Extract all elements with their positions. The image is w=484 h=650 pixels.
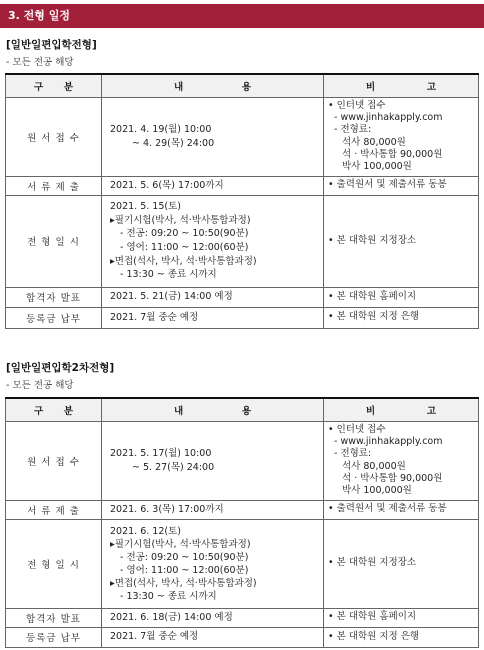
- row-content: 2021. 7월 중순 예정: [102, 627, 324, 647]
- row-content: 2021. 5. 15(토) ▸필기시험(박사, 석·박사통합과정) - 전공: 09:20 ~ 10:50(90분) - 영어: 11:00 ~ 12:00(60분) ▸면접(석사, 박사, 석·박사통합과정) - 13:30 ~ 종료 시까지: [102, 195, 324, 287]
- section-title: [일반일편입학2차전형]: [6, 362, 115, 374]
- row-label: 원 서 접 수: [6, 421, 102, 500]
- section-title: [일반일편입학전형]: [6, 39, 97, 51]
- row-content: 2021. 5. 17(월) 10:00 ~ 5. 27(목) 24:00: [102, 421, 324, 500]
- header-note: 비 고: [324, 398, 479, 421]
- table-row: [6, 195, 479, 287]
- row-note: • 본 대학원 홈페이지: [324, 608, 479, 627]
- row-content: 2021. 7월 중순 예정: [102, 307, 324, 328]
- row-content: 2021. 4. 19(월) 10:00 ~ 4. 29(목) 24:00: [102, 97, 324, 176]
- row-note: • 본 대학원 지정장소: [324, 519, 479, 608]
- table-row: [6, 421, 479, 500]
- table-row: [6, 608, 479, 627]
- table-row: [6, 307, 479, 328]
- row-note: • 출력원서 및 제출서류 동봉: [324, 176, 479, 195]
- row-note: • 인터넷 접수 - www.jinhakapply.com - 전형료: 석사 80,000원 석 · 박사통합 90,000원 박사 100,000원: [324, 421, 479, 500]
- header-category: 구 분: [6, 398, 102, 421]
- row-note: • 본 대학원 홈페이지: [324, 287, 479, 307]
- section-header-bar: [0, 4, 484, 28]
- row-content: 2021. 6. 12(토) ▸필기시험(박사, 석·박사통합과정) - 전공: 09:20 ~ 10:50(90분) - 영어: 11:00 ~ 12:00(60분) ▸면접(석사, 박사, 석·박사통합과정) - 13:30 ~ 종료 시까지: [102, 519, 324, 608]
- section-subtitle: - 모든 전공 해당: [6, 380, 74, 391]
- schedule-table: [5, 397, 479, 648]
- row-label: 서 류 제 출: [6, 500, 102, 519]
- table-row: [6, 519, 479, 608]
- row-content: 2021. 5. 6(목) 17:00까지: [102, 176, 324, 195]
- row-label: 합격자 발표: [6, 287, 102, 307]
- row-content: 2021. 5. 21(금) 14:00 예정: [102, 287, 324, 307]
- row-label: 합격자 발표: [6, 608, 102, 627]
- row-label: 원 서 접 수: [6, 97, 102, 176]
- row-content: 2021. 6. 18(금) 14:00 예정: [102, 608, 324, 627]
- row-note: • 출력원서 및 제출서류 동봉: [324, 500, 479, 519]
- header-content: 내 용: [102, 398, 324, 421]
- section-subtitle: - 모든 전공 해당: [6, 57, 74, 68]
- row-label: 전 형 일 시: [6, 195, 102, 287]
- row-label: 등록금 납부: [6, 627, 102, 647]
- table-row: [6, 97, 479, 176]
- schedule-table: [5, 73, 479, 329]
- table-row: [6, 500, 479, 519]
- row-note: • 인터넷 접수 - www.jinhakapply.com - 전형료: 석사 80,000원 석 · 박사통합 90,000원 박사 100,000원: [324, 97, 479, 176]
- table-row: [6, 627, 479, 647]
- section-header-title: 3. 전형 일정: [8, 9, 70, 22]
- table-header-row: [6, 398, 479, 421]
- table-row: [6, 176, 479, 195]
- table-header-row: [6, 74, 479, 97]
- header-category: 구 분: [6, 74, 102, 97]
- row-label: 전 형 일 시: [6, 519, 102, 608]
- row-content: 2021. 6. 3(목) 17:00까지: [102, 500, 324, 519]
- row-label: 서 류 제 출: [6, 176, 102, 195]
- header-content: 내 용: [102, 74, 324, 97]
- row-note: • 본 대학원 지정장소: [324, 195, 479, 287]
- row-note: • 본 대학원 지정 은행: [324, 627, 479, 647]
- row-note: • 본 대학원 지정 은행: [324, 307, 479, 328]
- table-row: [6, 287, 479, 307]
- header-note: 비 고: [324, 74, 479, 97]
- row-label: 등록금 납부: [6, 307, 102, 328]
